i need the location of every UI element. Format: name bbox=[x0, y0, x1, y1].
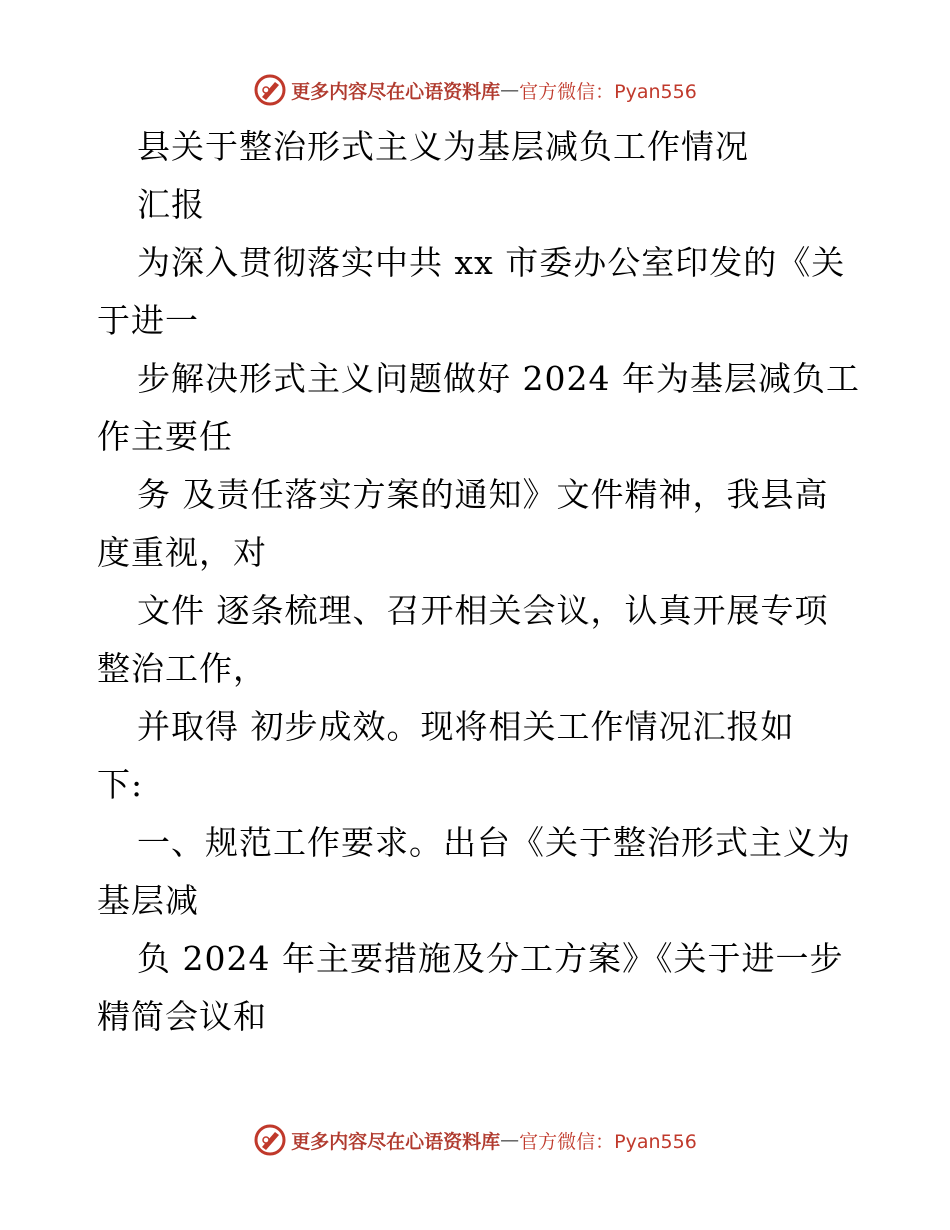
banner-wechat-text: 官方微信：Pyan556 bbox=[519, 80, 697, 103]
paragraph-line: 下: bbox=[97, 765, 144, 804]
paragraph-line: 基层减 bbox=[97, 881, 199, 920]
paragraph-line: 作主要任 bbox=[97, 417, 233, 456]
paragraph-line: 负 2024 年主要措施及分工方案》《关于进一步 bbox=[137, 939, 844, 978]
footer-watermark-banner bbox=[0, 1120, 950, 1160]
paragraph-line: 度重视，对 bbox=[97, 533, 267, 572]
banner-lead-text: 更多内容尽在心语资料库 bbox=[291, 80, 501, 103]
brand-logo-icon bbox=[253, 73, 287, 107]
paragraph-line: 并取得 初步成效。现将相关工作情况汇报如 bbox=[137, 707, 795, 746]
banner-dash: — bbox=[500, 1129, 520, 1151]
paragraph-line: 精简会议和 bbox=[97, 997, 267, 1036]
paragraph-line: 为深入贯彻落实中共 xx 市委办公室印发的《关 bbox=[137, 243, 846, 282]
banner-dash: — bbox=[500, 79, 520, 101]
paragraph-line: 务 及责任落实方案的通知》文件精神，我县高 bbox=[137, 475, 829, 514]
paragraph-line: 一、规范工作要求。出台《关于整治形式主义为 bbox=[137, 823, 851, 862]
paragraph-line: 文件 逐条梳理、召开相关会议，认真开展专项 bbox=[137, 591, 829, 630]
banner-wechat-text: 官方微信：Pyan556 bbox=[519, 1130, 697, 1153]
banner-lead-text: 更多内容尽在心语资料库 bbox=[291, 1130, 501, 1153]
document-title-line-1: 县关于整治形式主义为基层减负工作情况 bbox=[137, 127, 749, 166]
paragraph-line: 步解决形式主义问题做好 2024 年为基层减负工 bbox=[137, 359, 860, 398]
brand-logo-icon bbox=[253, 1123, 287, 1157]
header-watermark-banner bbox=[0, 70, 950, 110]
document-title-line-2: 汇报 bbox=[137, 185, 205, 224]
paragraph-line: 于进一 bbox=[97, 301, 199, 340]
paragraph-line: 整治工作， bbox=[97, 649, 267, 688]
